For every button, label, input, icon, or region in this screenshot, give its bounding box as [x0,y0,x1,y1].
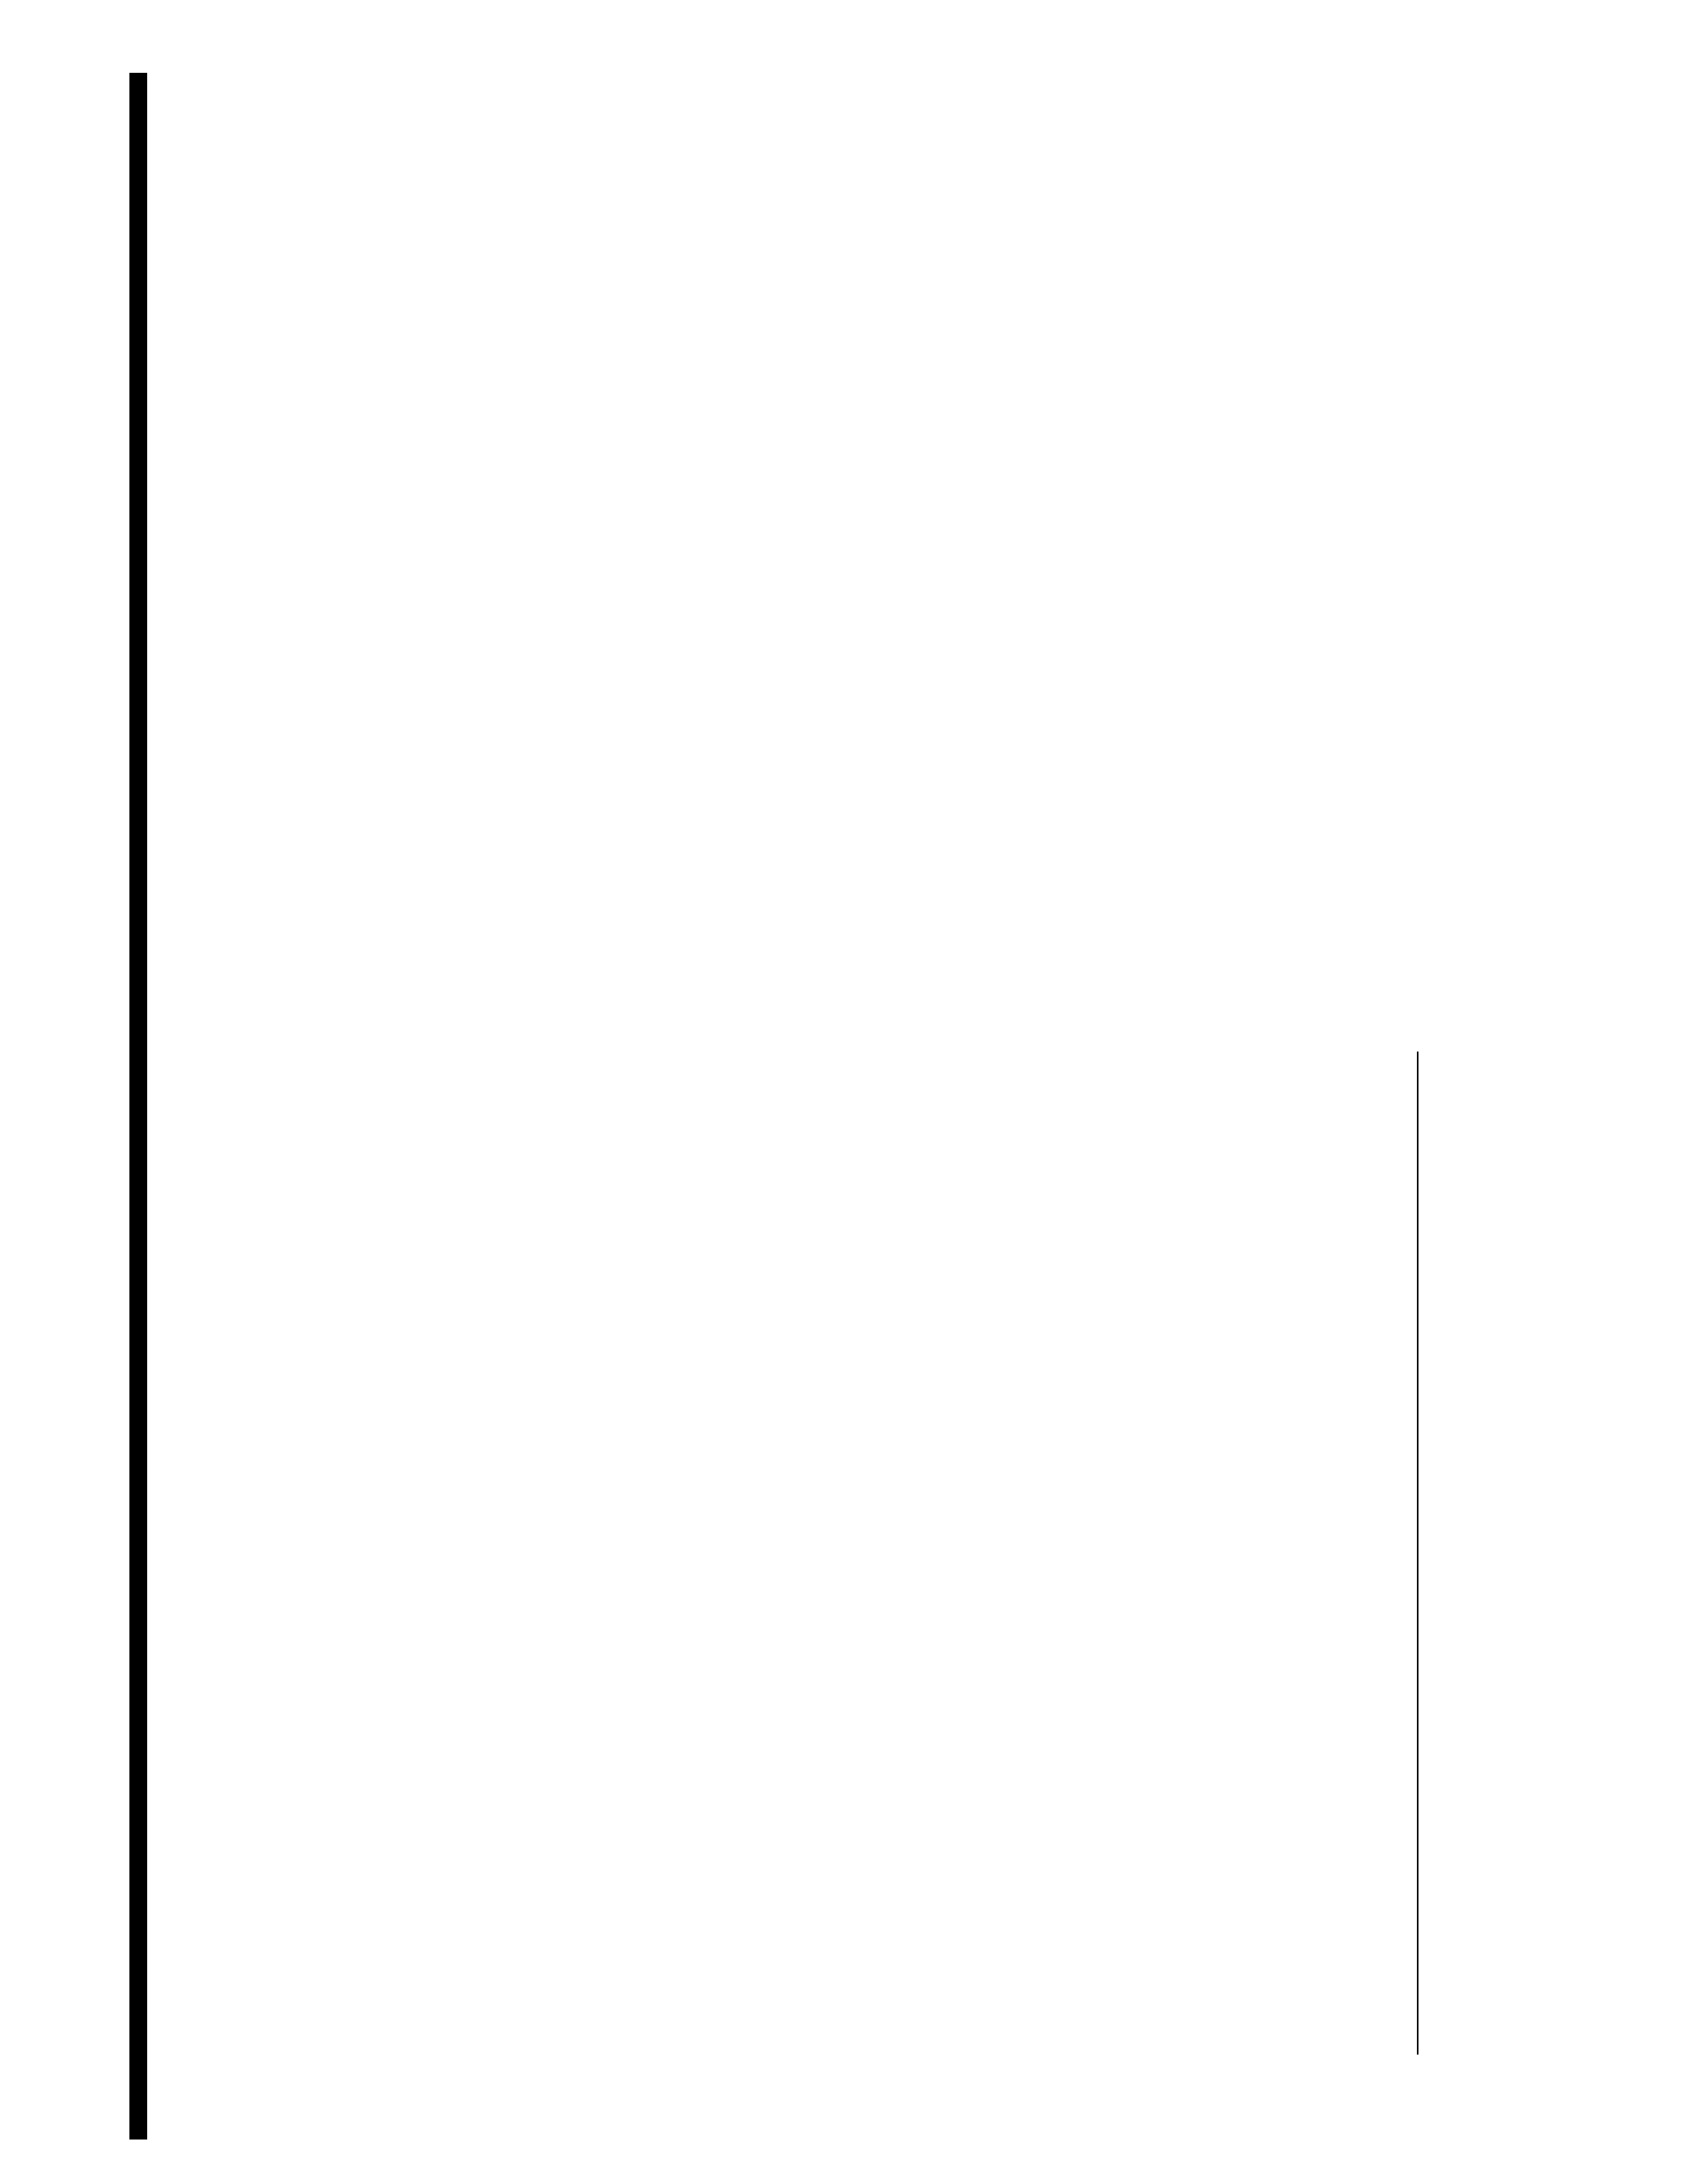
title-rule [129,73,147,2140]
footnote-rule [1417,1052,1419,2055]
